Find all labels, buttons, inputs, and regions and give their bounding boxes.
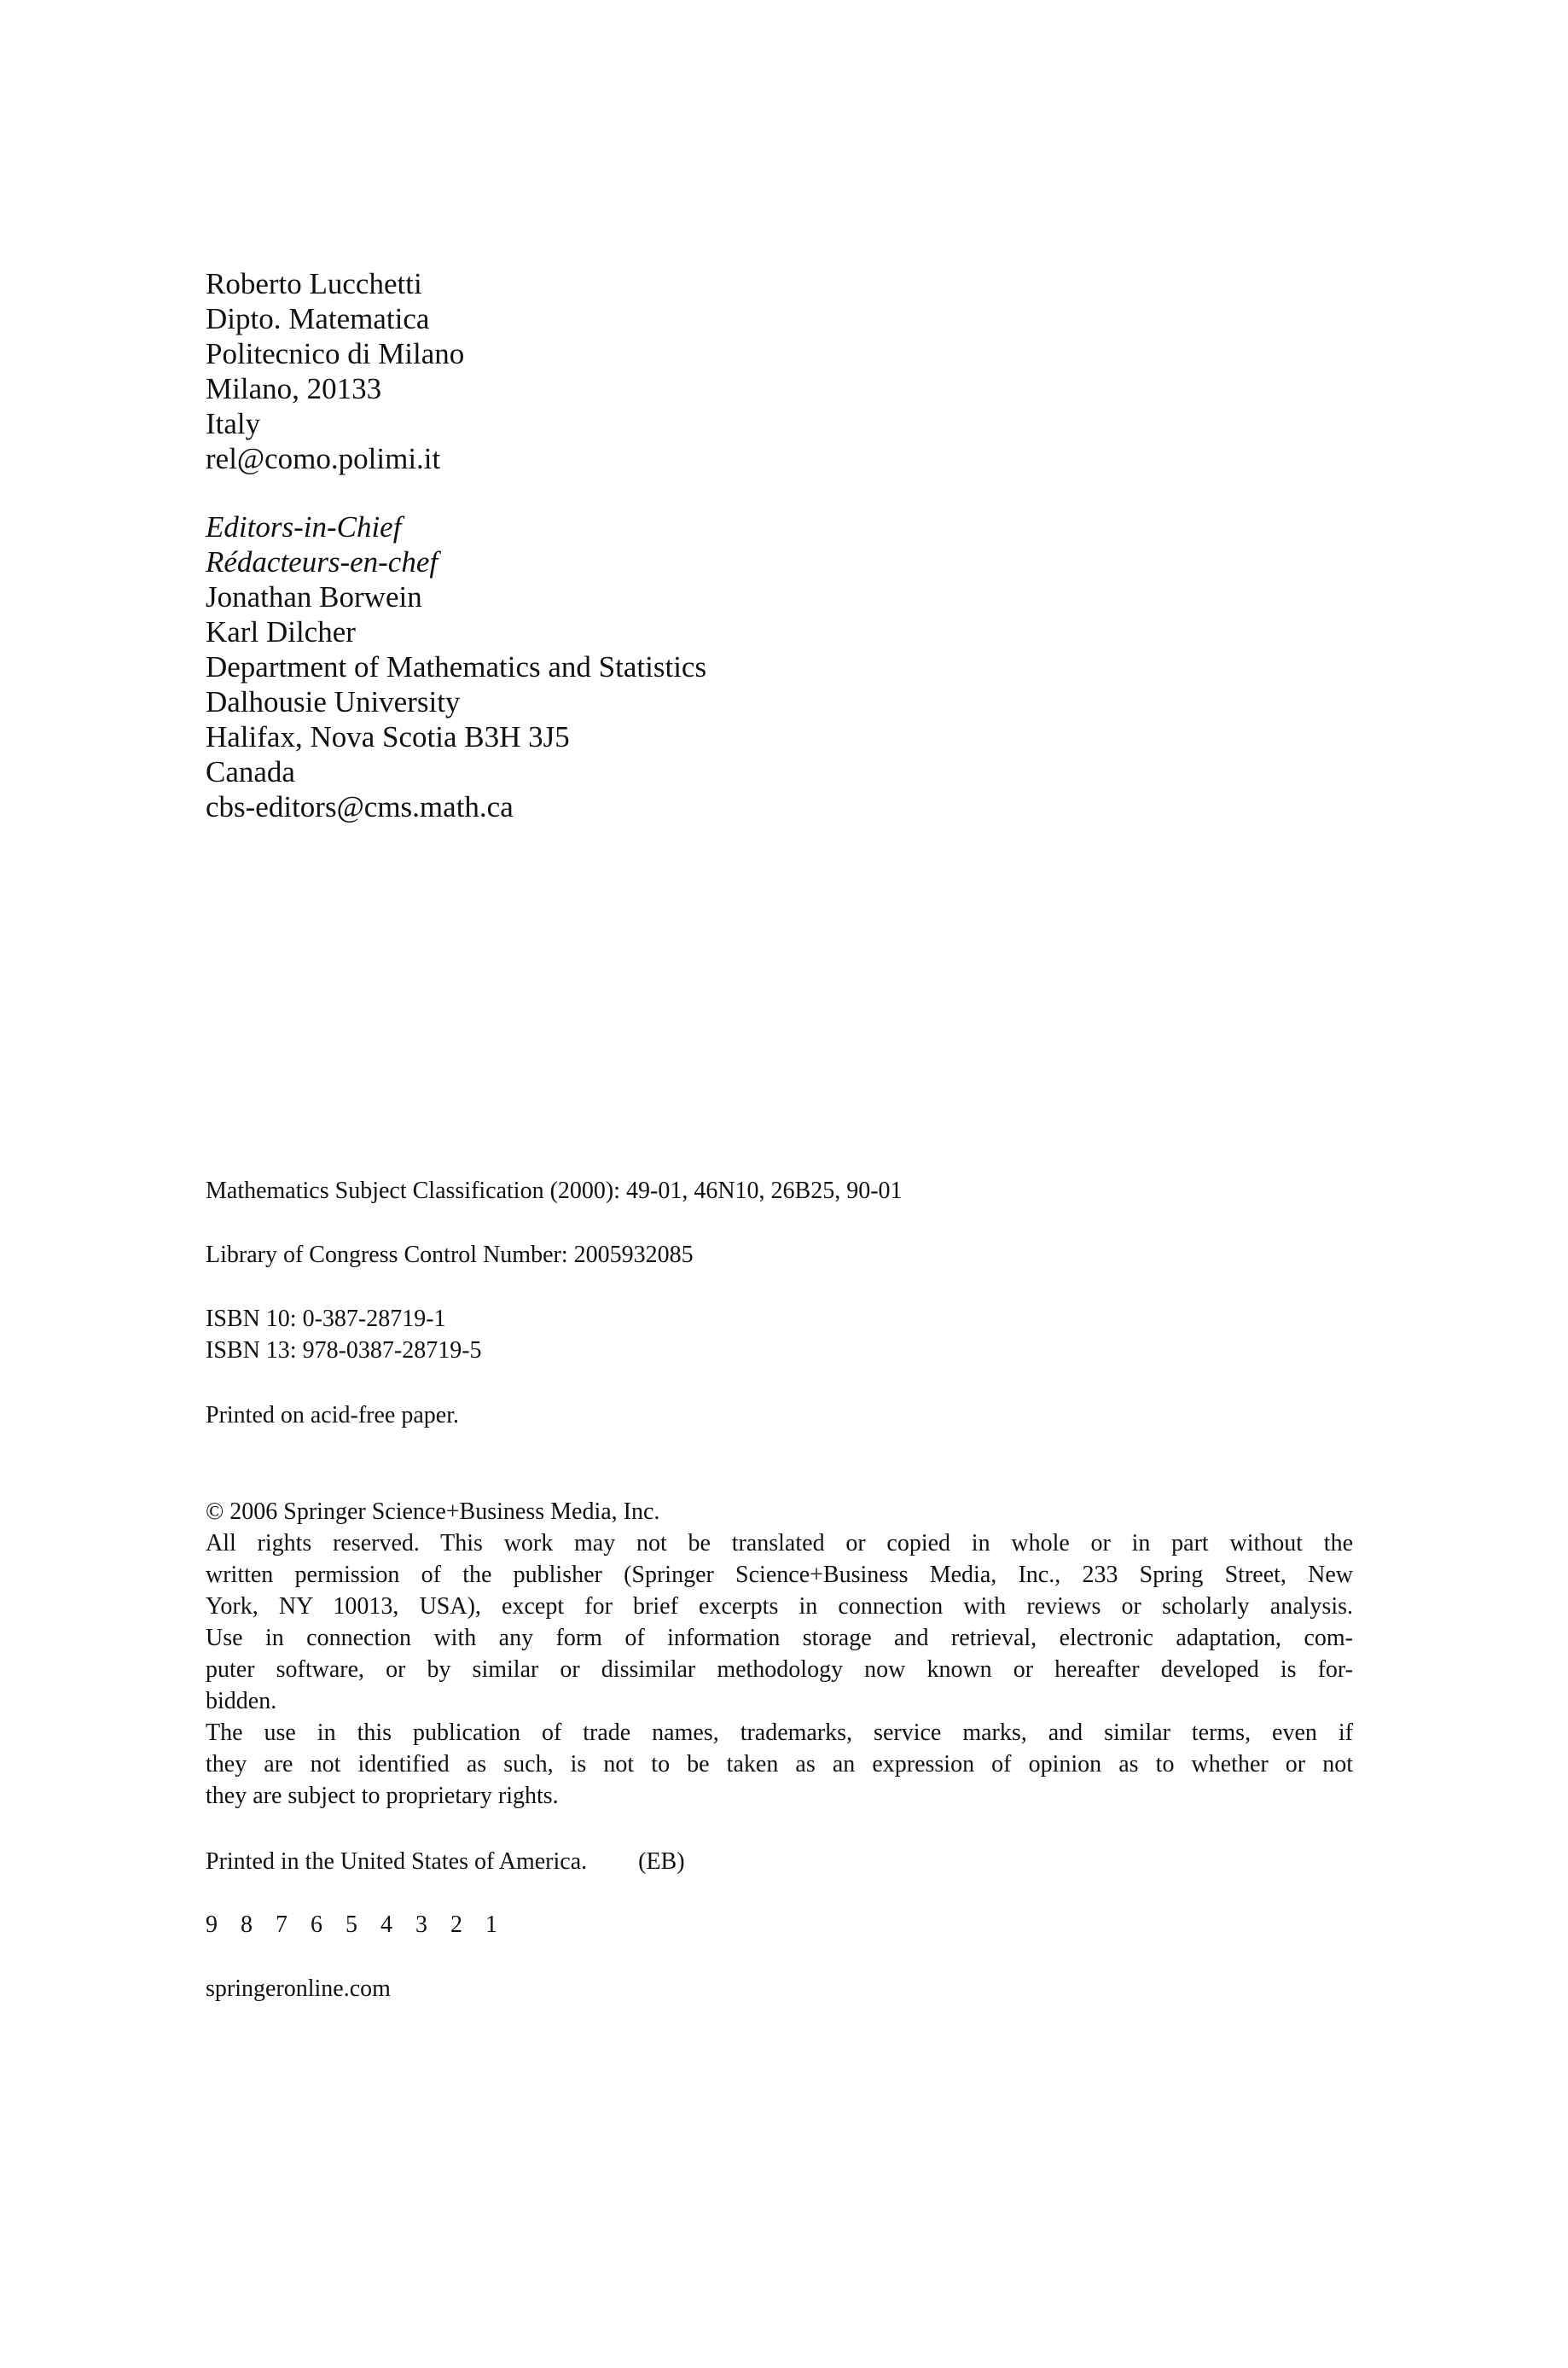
publisher-website xyxy=(206,1973,391,2004)
rights-line-3: York, NY 10013, USA), except for brief excerpts in connection with reviews or scholarly analysis. xyxy=(206,1593,1353,1620)
editors-city: Halifax, Nova Scotia B3H 3J5 xyxy=(206,720,570,753)
printer-code: (EB) xyxy=(638,1848,685,1875)
rights-line-4: Use in connection with any form of information storage and retrieval, electronic adaptation, com- xyxy=(206,1625,1353,1651)
printed-in xyxy=(206,1846,685,1877)
lccn-text: Library of Congress Control Number: 2005932085 xyxy=(206,1242,694,1268)
paper-note xyxy=(206,1399,459,1431)
editors-address-block xyxy=(206,509,706,824)
trademark-line-2: they are not identified as such, is not to be taken as an expression of opinion as to whether or not xyxy=(206,1751,1353,1777)
editor-name-1: Jonathan Borwein xyxy=(206,580,422,614)
rights-line-6: bidden. xyxy=(206,1688,277,1714)
trademark-line-1: The use in this publication of trade names, trademarks, service marks, and similar terms, even if xyxy=(206,1719,1353,1746)
msc-text: Mathematics Subject Classification (2000): 49-01, 46N10, 26B25, 90-01 xyxy=(206,1178,903,1204)
isbn-10: ISBN 10: 0-387-28719-1 xyxy=(206,1306,446,1332)
author-email: rel@como.polimi.it xyxy=(206,442,441,475)
author-name: Roberto Lucchetti xyxy=(206,267,422,300)
editors-university: Dalhousie University xyxy=(206,685,461,719)
printed-in-text: Printed in the United States of America. xyxy=(206,1848,588,1875)
copyright-notice: © 2006 Springer Science+Business Media, Inc. xyxy=(206,1498,660,1525)
author-department: Dipto. Matematica xyxy=(206,302,430,335)
editors-department: Department of Mathematics and Statistics xyxy=(206,650,707,684)
author-country: Italy xyxy=(206,407,261,440)
editors-heading-en: Editors-in-Chief xyxy=(206,510,402,544)
editors-email: cbs-editors@cms.math.ca xyxy=(206,790,514,823)
editors-heading-fr: Rédacteurs-en-chef xyxy=(206,545,438,579)
author-address-block xyxy=(206,266,464,476)
lccn xyxy=(206,1239,694,1271)
author-institution: Politecnico di Milano xyxy=(206,337,465,370)
copyright-block xyxy=(206,1496,1353,1812)
isbn-13: ISBN 13: 978-0387-28719-5 xyxy=(206,1337,482,1364)
website-text: springeronline.com xyxy=(206,1975,391,2002)
editors-country: Canada xyxy=(206,755,295,788)
isbn-block xyxy=(206,1303,482,1366)
rights-line-1: All rights reserved. This work may not be translated or copied in whole or in part without the xyxy=(206,1530,1353,1556)
trademark-line-3: they are subject to proprietary rights. xyxy=(206,1783,559,1809)
subject-classification xyxy=(206,1175,903,1207)
printing-numbers-text: 9 8 7 6 5 4 3 2 1 xyxy=(206,1911,506,1938)
author-city: Milano, 20133 xyxy=(206,372,382,405)
editor-name-2: Karl Dilcher xyxy=(206,615,356,649)
rights-line-2: written permission of the publisher (Springer Science+Business Media, Inc., 233 Spring Street, New xyxy=(206,1562,1353,1588)
rights-line-5: puter software, or by similar or dissimilar methodology now known or hereafter developed is for- xyxy=(206,1656,1353,1683)
paper-text: Printed on acid-free paper. xyxy=(206,1402,459,1428)
printing-numbers xyxy=(206,1909,506,1940)
